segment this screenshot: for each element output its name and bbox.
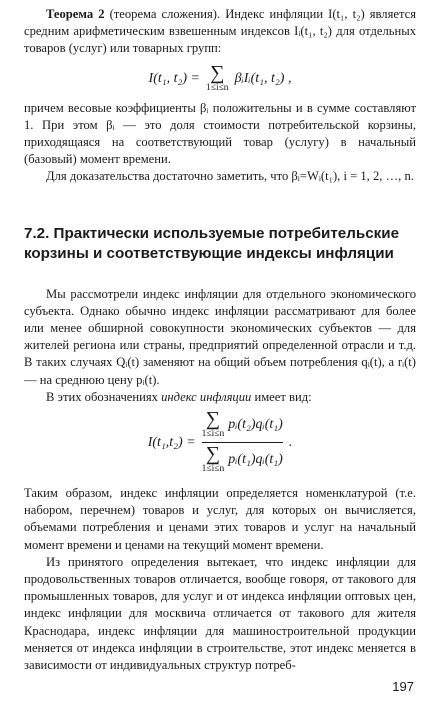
numerator-expression: pᵢ(t₂)qᵢ(t₁)	[228, 417, 283, 433]
numerator-limits: 1≤i≤n	[201, 429, 225, 440]
fraction-numerator	[202, 410, 283, 440]
formula2-tail: .	[288, 434, 293, 450]
sum-operator	[205, 61, 229, 94]
notation-term: индекс инфляции	[161, 389, 252, 404]
conclusion-paragraph: Из принятого определения вытекает, что индекс инфляции для продовольственных товаров отличается, вообще говоря, от такового для промышленных товаров, для услуг и от индекса инфляции оптовых цен, индекс инфляции для москвича отличается от такового для жителя Краснодара, индекс инфляции для машиностроительной продукции меняется от индекса инфляции в строительстве, этот индекс меняется в зависимости от индивидуальных структур потреб-	[24, 554, 416, 673]
theorem-paragraph	[24, 6, 416, 58]
denominator-expression: pᵢ(t₁)qᵢ(t₁)	[228, 452, 283, 468]
page-number: 197	[392, 678, 414, 694]
sum-limits: 1≤i≤n	[205, 82, 229, 93]
notation-paragraph	[24, 389, 416, 406]
intro-paragraph: Мы рассмотрели индекс инфляции для отдельного экономического субъекта. Однако обычно индекс инфляции рассматривают для более или менее обширной совокупности экономических субъектов — для жителей региона или страны, предприятий определенной отрасли и т.д. В таких случаях Qᵢ(t) заменяют на общий объем потребления qᵢ(t), а rᵢ(t) — на среднюю цену pᵢ(t).	[24, 286, 416, 387]
denominator-limits: 1≤i≤n	[201, 464, 225, 475]
notation-text-start: В этих обозначениях	[46, 389, 162, 404]
formula-inflation-index	[24, 410, 416, 475]
fraction	[202, 410, 283, 475]
denominator-sum	[202, 445, 225, 475]
formula1-rhs: βᵢIᵢ(t₁, t₂) ,	[234, 71, 292, 86]
proof-paragraph: Для доказательства достаточно заметить, что βᵢ=Wᵢ(t₁), i = 1, 2, …, n.	[46, 169, 414, 184]
formula1-lhs: I(t₁, t₂) =	[148, 71, 200, 86]
formula-weighted-sum	[24, 61, 416, 94]
section-heading: 7.2. Практически используемые потребительские корзины и соответствующие индексы инфляции	[24, 224, 400, 262]
sigma-symbol: ∑	[210, 61, 225, 84]
numerator-sum	[202, 410, 225, 440]
weights-paragraph: причем весовые коэффициенты βᵢ положительны и в сумме составляют 1. При этом βᵢ — это доля стоимости потребительской корзины, приходящаяся на соответствующий товар (услугу) в начальный (базовый) момент времени.	[24, 100, 416, 167]
sigma-symbol: ∑	[205, 443, 221, 466]
notation-text-end: имеет вид:	[251, 389, 312, 404]
theorem-label: Теорема 2	[46, 7, 105, 21]
sigma-symbol: ∑	[205, 408, 221, 431]
summary-paragraph: Таким образом, индекс инфляции определяется номенклатурой (т.е. набором, перечнем) товаров и услуг, для которых он вычисляется, объемами потребления и ценами этих товаров и услуг на начальный момент времени и ценами на текущий момент времени.	[24, 486, 416, 552]
theorem-text: (теорема сложения). Индекс инфляции I(t₁, t₂) является средним арифметическим взвешенным индексов Iᵢ(t₁, t₂) для отдельных товаров (услуг) или товарных групп:	[24, 7, 416, 56]
formula2-lhs: I(t₁,t₂) =	[147, 434, 196, 450]
fraction-denominator	[202, 445, 283, 475]
